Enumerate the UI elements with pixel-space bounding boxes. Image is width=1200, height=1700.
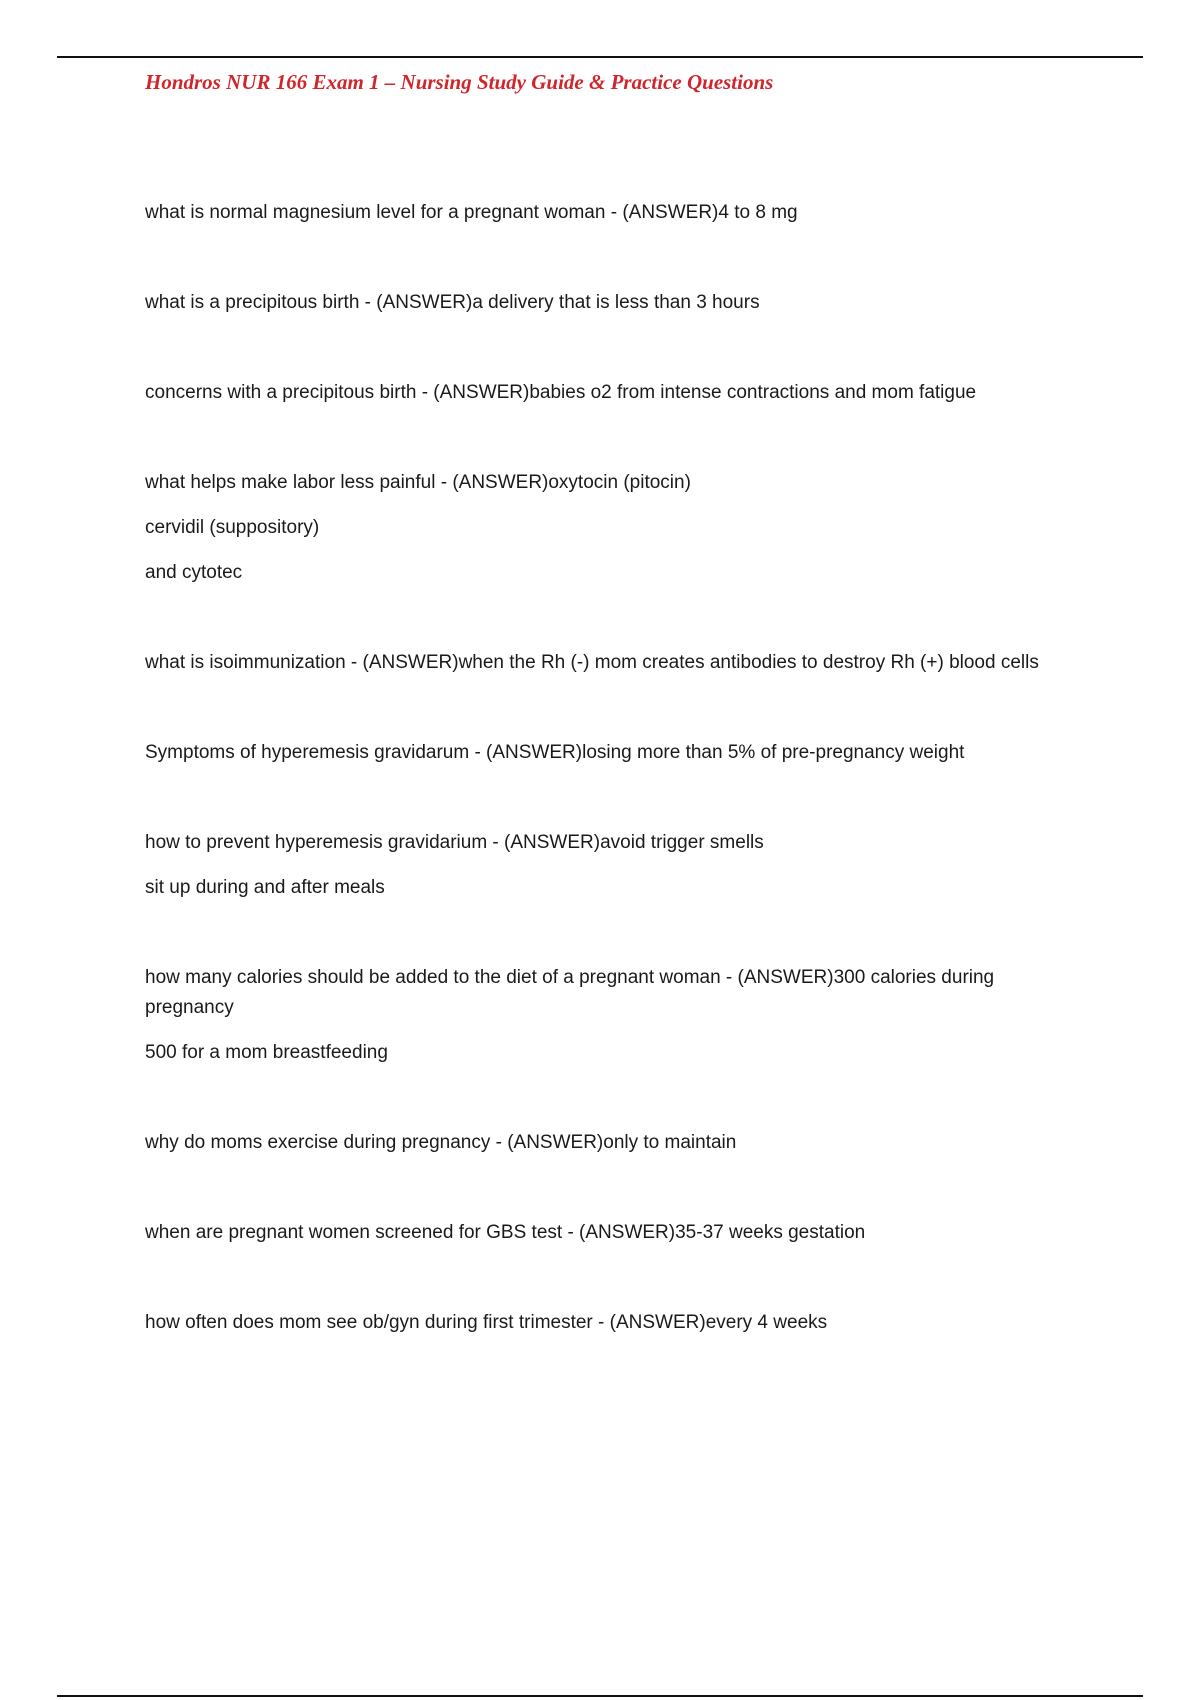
qa-answer-continuation: sit up during and after meals [145, 877, 385, 898]
qa-question-answer: what is normal magnesium level for a pregnant woman - (ANSWER)4 to 8 mg [145, 202, 798, 223]
qa-item [145, 828, 1065, 903]
qa-answer-continuation: and cytotec [145, 562, 243, 583]
qa-answer-continuation: 500 for a mom breastfeeding [145, 1042, 388, 1063]
qa-question-answer: how many calories should be added to the diet of a pregnant woman - (ANSWER)300 calories during pregnancy [145, 967, 995, 1018]
qa-item [145, 648, 1065, 678]
qa-question-answer: how to prevent hyperemesis gravidarium - (ANSWER)avoid trigger smells [145, 832, 764, 853]
qa-item [145, 198, 1065, 228]
qa-answer-continuation: cervidil (suppository) [145, 517, 320, 538]
qa-question-answer: Symptoms of hyperemesis gravidarum - (ANSWER)losing more than 5% of pre-pregnancy weight [145, 742, 965, 763]
qa-item [145, 738, 1065, 768]
qa-question-answer: what is a precipitous birth - (ANSWER)a delivery that is less than 3 hours [145, 292, 760, 313]
qa-question-answer: concerns with a precipitous birth - (ANSWER)babies o2 from intense contractions and mom fatigue [145, 382, 977, 403]
qa-question-answer: what helps make labor less painful - (ANSWER)oxytocin (pitocin) [145, 472, 691, 493]
qa-item [145, 1128, 1065, 1158]
qa-question-answer: why do moms exercise during pregnancy - (ANSWER)only to maintain [145, 1132, 737, 1153]
qa-item [145, 468, 1065, 588]
qa-item [145, 963, 1065, 1068]
qa-list [145, 198, 1065, 1338]
qa-item [145, 1308, 1065, 1338]
qa-item [145, 1218, 1065, 1248]
footer-rule [57, 1695, 1143, 1697]
qa-question-answer: what is isoimmunization - (ANSWER)when the Rh (-) mom creates antibodies to destroy Rh (+) blood cells [145, 652, 1039, 673]
qa-question-answer: when are pregnant women screened for GBS test - (ANSWER)35-37 weeks gestation [145, 1222, 866, 1243]
header-rule [57, 56, 1143, 58]
qa-item [145, 378, 1065, 408]
qa-question-answer: how often does mom see ob/gyn during first trimester - (ANSWER)every 4 weeks [145, 1312, 828, 1333]
document-title: Hondros NUR 166 Exam 1 – Nursing Study Guide & Practice Questions [145, 70, 774, 94]
qa-item [145, 288, 1065, 318]
